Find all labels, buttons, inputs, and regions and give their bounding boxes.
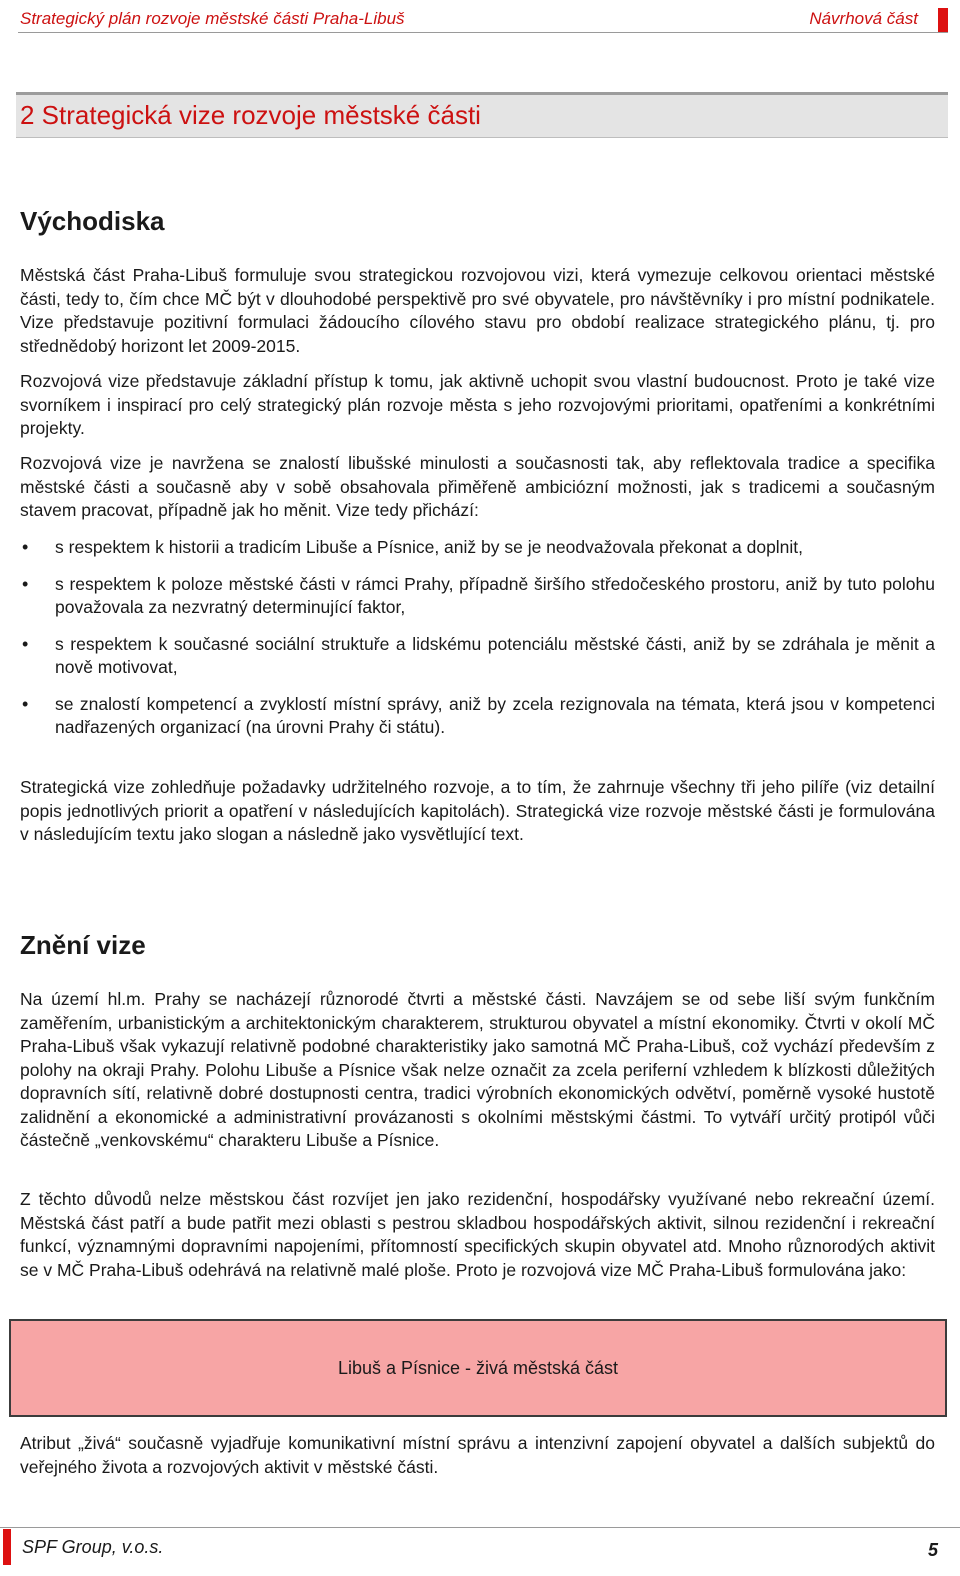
chapter-title: 2 Strategická vize rozvoje městské části (20, 100, 481, 130)
bullet-list (20, 536, 935, 753)
paragraph: Městská část Praha-Libuš formuluje svou strategickou rozvojovou vizi, která vymezuje celkovou orientaci městské části, tedy to, čím chce MČ být v dlouhodobé perspektivě pro své obyvatele, pro návštěvníky i pro místní podnikatele. Vize představuje pozitivní formulaci žádoucího cílového stavu pro období realizace strategického plánu, tj. pro střednědobý horizont let 2009-2015. (20, 265, 935, 356)
slogan-box (9, 1319, 947, 1417)
paragraph: Rozvojová vize je navržena se znalostí libušské minulosti a současnosti tak, aby reflektovala tradice a specifika městské části a současně aby v sobě obsahovala přiměřeně ambiciózní možnosti, jak s tradicemi a současným stavem pracovat, případně jak ho měnit. Vize tedy přichází: (20, 453, 935, 520)
list-item-text: se znalostí kompetencí a zvyklostí místní správy, aniž by zcela rezignovala na témata, která jsou v kompetenci nadřazených organizací (na úrovni Prahy či státu). (55, 693, 935, 737)
slogan-text: Libuš a Písnice - živá městská část (337, 1358, 619, 1378)
bullet-icon: • (22, 573, 29, 594)
bullet-icon: • (22, 693, 29, 714)
list-item (20, 633, 935, 680)
heading-zneni-vize: Znění vize (20, 930, 146, 960)
page-header (18, 6, 948, 33)
list-item (20, 693, 935, 740)
header-document-title: Strategický plán rozvoje městské části Praha-Libuš (20, 9, 405, 28)
paragraph: Strategická vize zohledňuje požadavky udržitelného rozvoje, a to tím, že zahrnuje všechny tři jeho pilíře (viz detailní popis jednotlivých priorit a opatření v následujících kapitolách). Strategická vize rozvoje městské části je formulována v následujícím textu jako slogan a následně jako vysvětlující text. (20, 777, 935, 844)
bullet-icon: • (22, 633, 29, 654)
header-accent-mark (938, 8, 948, 32)
heading-vychodiska: Východiska (20, 206, 165, 236)
footer-company: SPF Group, v.o.s. (22, 1537, 164, 1557)
list-item (20, 573, 935, 620)
list-item (20, 536, 935, 560)
list-item-text: s respektem k historii a tradicím Libuše a Písnice, aniž by se je neodvažovala překonat a doplnit, (55, 537, 804, 557)
header-section-name: Návrhová část (809, 9, 918, 28)
paragraph: Z těchto důvodů nelze městskou část rozvíjet jen jako rezidenční, hospodářsky využívané nebo rekreační území. Městská část patří a bude patřit mezi oblasti s pestrou skladbou hospodářských aktivit, silnou rezidenční i rekreační funkcí, významnými dopravními napojeními, přítomností specifických skupin obyvatel atd. Mnoho různorodých aktivit se v MČ Praha-Libuš odehrává na relativně malé ploše. Proto je rozvojová vize MČ Praha-Libuš formulována jako: (20, 1189, 935, 1280)
footer-divider (0, 1527, 960, 1528)
paragraph: Atribut „živá“ současně vyjadřuje komunikativní místní správu a intenzivní zapojení obyvatel a dalších subjektů do veřejného života a rozvojových aktivit v městské části. (20, 1433, 935, 1477)
page-number: 5 (927, 1540, 938, 1560)
list-item-text: s respektem k současné sociální struktuře a lidskému potenciálu městské části, aniž by se zdráhala je měnit a nově motivovat, (55, 633, 935, 677)
paragraph: Na území hl.m. Prahy se nacházejí různorodé čtvrti a městské části. Navzájem se od sebe liší svým funkčním zaměřením, urbanistickým a architektonickým charakterem, strukturou obyvatel a místní ekonomiky. Čtvrti v okolí MČ Praha-Libuš však vykazují relativně podobné charakteristiky jako samotná MČ Praha-Libuš, což vychází především z polohy na okraji Prahy. Polohu Libuše a Písnice však nelze označit za zcela periferní vzhledem k blízkosti důležitých dopravních sítí, relativně dobré dostupnosti centra, tradici výrobních ekonomických odvětví, poměrně vysoké hustotě zalidnění a ekonomické a administrativní provázanosti s okolními městskými částmi. To vytváří určitý protipól vůči částečně „venkovskému“ charakteru Libuše a Písnice. (20, 989, 935, 1150)
list-item-text: s respektem k poloze městské části v rámci Prahy, případně širšího středočeského prostoru, aniž by tuto polohu považovala za nezvratný determinující faktor, (55, 573, 935, 617)
bullet-icon: • (22, 537, 29, 557)
footer-accent-mark (3, 1529, 11, 1565)
chapter-heading-box (16, 92, 948, 138)
paragraph: Rozvojová vize představuje základní přístup k tomu, jak aktivně uchopit svou vlastní budoucnost. Proto je také vize svorníkem i inspirací pro celý strategický plán rozvoje města s jeho rozvojovými prioritami, opatřeními a konkrétními projekty. (20, 371, 935, 438)
